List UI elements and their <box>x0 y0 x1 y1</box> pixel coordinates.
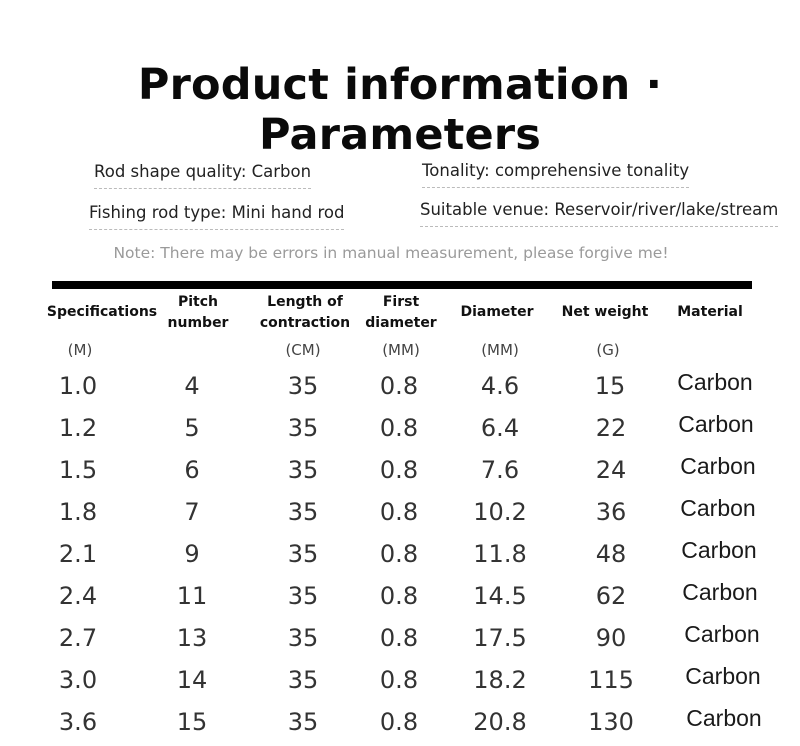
cell-pitch: 15 <box>176 708 208 736</box>
cell-diameter: 10.2 <box>473 498 527 526</box>
table-header-diameter <box>460 302 533 323</box>
unit-spec: (M) <box>67 341 93 359</box>
cell-spec: 1.2 <box>58 414 98 442</box>
cell-spec: 3.0 <box>58 666 98 694</box>
table-header-length <box>260 292 350 334</box>
measurement-note: Note: There may be errors in manual measurement, please forgive me! <box>113 244 669 262</box>
cell-material: Carbon <box>680 495 756 521</box>
cell-net-weight: 115 <box>588 666 634 694</box>
table-top-rule <box>52 281 752 289</box>
unit-diameter: (MM) <box>481 341 519 359</box>
cell-spec: 2.4 <box>58 582 98 610</box>
header-line: number <box>167 315 229 331</box>
info-tonality <box>422 161 689 180</box>
table-header-spec <box>47 302 157 323</box>
info-tonality-text: Tonality: comprehensive tonality <box>422 161 690 180</box>
header-line: Diameter <box>460 304 534 320</box>
info-underline <box>89 229 344 230</box>
cell-material: Carbon <box>680 453 756 479</box>
header-line: diameter <box>365 315 437 331</box>
cell-net-weight: 24 <box>595 456 627 484</box>
info-suitable-venue-text: Suitable venue: Reservoir/river/lake/stream <box>420 200 779 219</box>
page-title: Product information · Parameters <box>137 60 663 160</box>
header-line: contraction <box>259 315 351 331</box>
cell-pitch: 9 <box>184 540 200 568</box>
header-line: Pitch <box>177 294 219 310</box>
cell-material: Carbon <box>685 663 761 689</box>
table-header-material <box>677 302 743 323</box>
unit-net-weight: (G) <box>596 341 620 359</box>
cell-material: Carbon <box>682 579 758 605</box>
cell-diameter: 11.8 <box>473 540 527 568</box>
unit-first-diameter: (MM) <box>382 341 420 359</box>
cell-diameter: 20.8 <box>473 708 527 736</box>
cell-pitch: 5 <box>184 414 200 442</box>
cell-pitch: 14 <box>176 666 208 694</box>
info-underline <box>422 187 689 188</box>
cell-spec: 2.1 <box>58 540 98 568</box>
cell-length: 35 <box>287 498 319 526</box>
header-line: Material <box>677 304 743 320</box>
cell-spec: 1.0 <box>58 372 98 400</box>
cell-material: Carbon <box>684 621 760 647</box>
cell-first-diameter: 0.8 <box>379 582 419 610</box>
cell-pitch: 11 <box>176 582 208 610</box>
cell-material: Carbon <box>677 369 753 395</box>
cell-spec: 2.7 <box>58 624 98 652</box>
cell-first-diameter: 0.8 <box>379 666 419 694</box>
unit-length: (CM) <box>285 341 321 359</box>
cell-length: 35 <box>287 666 319 694</box>
cell-length: 35 <box>287 414 319 442</box>
header-line: Specifications <box>46 304 158 320</box>
cell-net-weight: 62 <box>595 582 627 610</box>
cell-length: 35 <box>287 456 319 484</box>
cell-net-weight: 48 <box>595 540 627 568</box>
cell-spec: 1.5 <box>58 456 98 484</box>
cell-first-diameter: 0.8 <box>379 708 419 736</box>
table-header-net-weight <box>562 302 649 323</box>
cell-pitch: 4 <box>184 372 200 400</box>
cell-spec: 3.6 <box>58 708 98 736</box>
header-line: Net weight <box>561 304 649 320</box>
table-header-pitch <box>168 292 229 334</box>
cell-length: 35 <box>287 372 319 400</box>
table-header-first-diameter <box>365 292 436 334</box>
header-line: First <box>382 294 420 310</box>
cell-diameter: 14.5 <box>473 582 527 610</box>
cell-length: 35 <box>287 540 319 568</box>
cell-net-weight: 90 <box>595 624 627 652</box>
cell-first-diameter: 0.8 <box>379 624 419 652</box>
cell-length: 35 <box>287 582 319 610</box>
cell-length: 35 <box>287 624 319 652</box>
cell-net-weight: 22 <box>595 414 627 442</box>
cell-diameter: 6.4 <box>480 414 520 442</box>
cell-diameter: 18.2 <box>473 666 527 694</box>
cell-first-diameter: 0.8 <box>379 414 419 442</box>
header-line: Length of <box>267 294 343 310</box>
cell-net-weight: 36 <box>595 498 627 526</box>
cell-pitch: 13 <box>176 624 208 652</box>
cell-material: Carbon <box>681 537 757 563</box>
info-fishing-rod-type-text: Fishing rod type: Mini hand rod <box>89 203 345 222</box>
cell-first-diameter: 0.8 <box>379 456 419 484</box>
cell-diameter: 7.6 <box>480 456 520 484</box>
cell-pitch: 7 <box>184 498 200 526</box>
cell-first-diameter: 0.8 <box>379 372 419 400</box>
cell-material: Carbon <box>678 411 754 437</box>
info-rod-shape-quality-text: Rod shape quality: Carbon <box>94 162 312 181</box>
cell-length: 35 <box>287 708 319 736</box>
cell-material: Carbon <box>686 705 762 731</box>
cell-net-weight: 15 <box>594 372 626 400</box>
cell-diameter: 17.5 <box>473 624 527 652</box>
cell-spec: 1.8 <box>58 498 98 526</box>
info-suitable-venue <box>420 200 778 219</box>
cell-first-diameter: 0.8 <box>379 540 419 568</box>
info-fishing-rod-type <box>89 203 344 222</box>
cell-diameter: 4.6 <box>480 372 520 400</box>
cell-net-weight: 130 <box>588 708 634 736</box>
cell-first-diameter: 0.8 <box>379 498 419 526</box>
info-underline <box>420 226 778 227</box>
info-rod-shape-quality <box>94 162 311 181</box>
info-underline <box>94 188 311 189</box>
cell-pitch: 6 <box>184 456 200 484</box>
